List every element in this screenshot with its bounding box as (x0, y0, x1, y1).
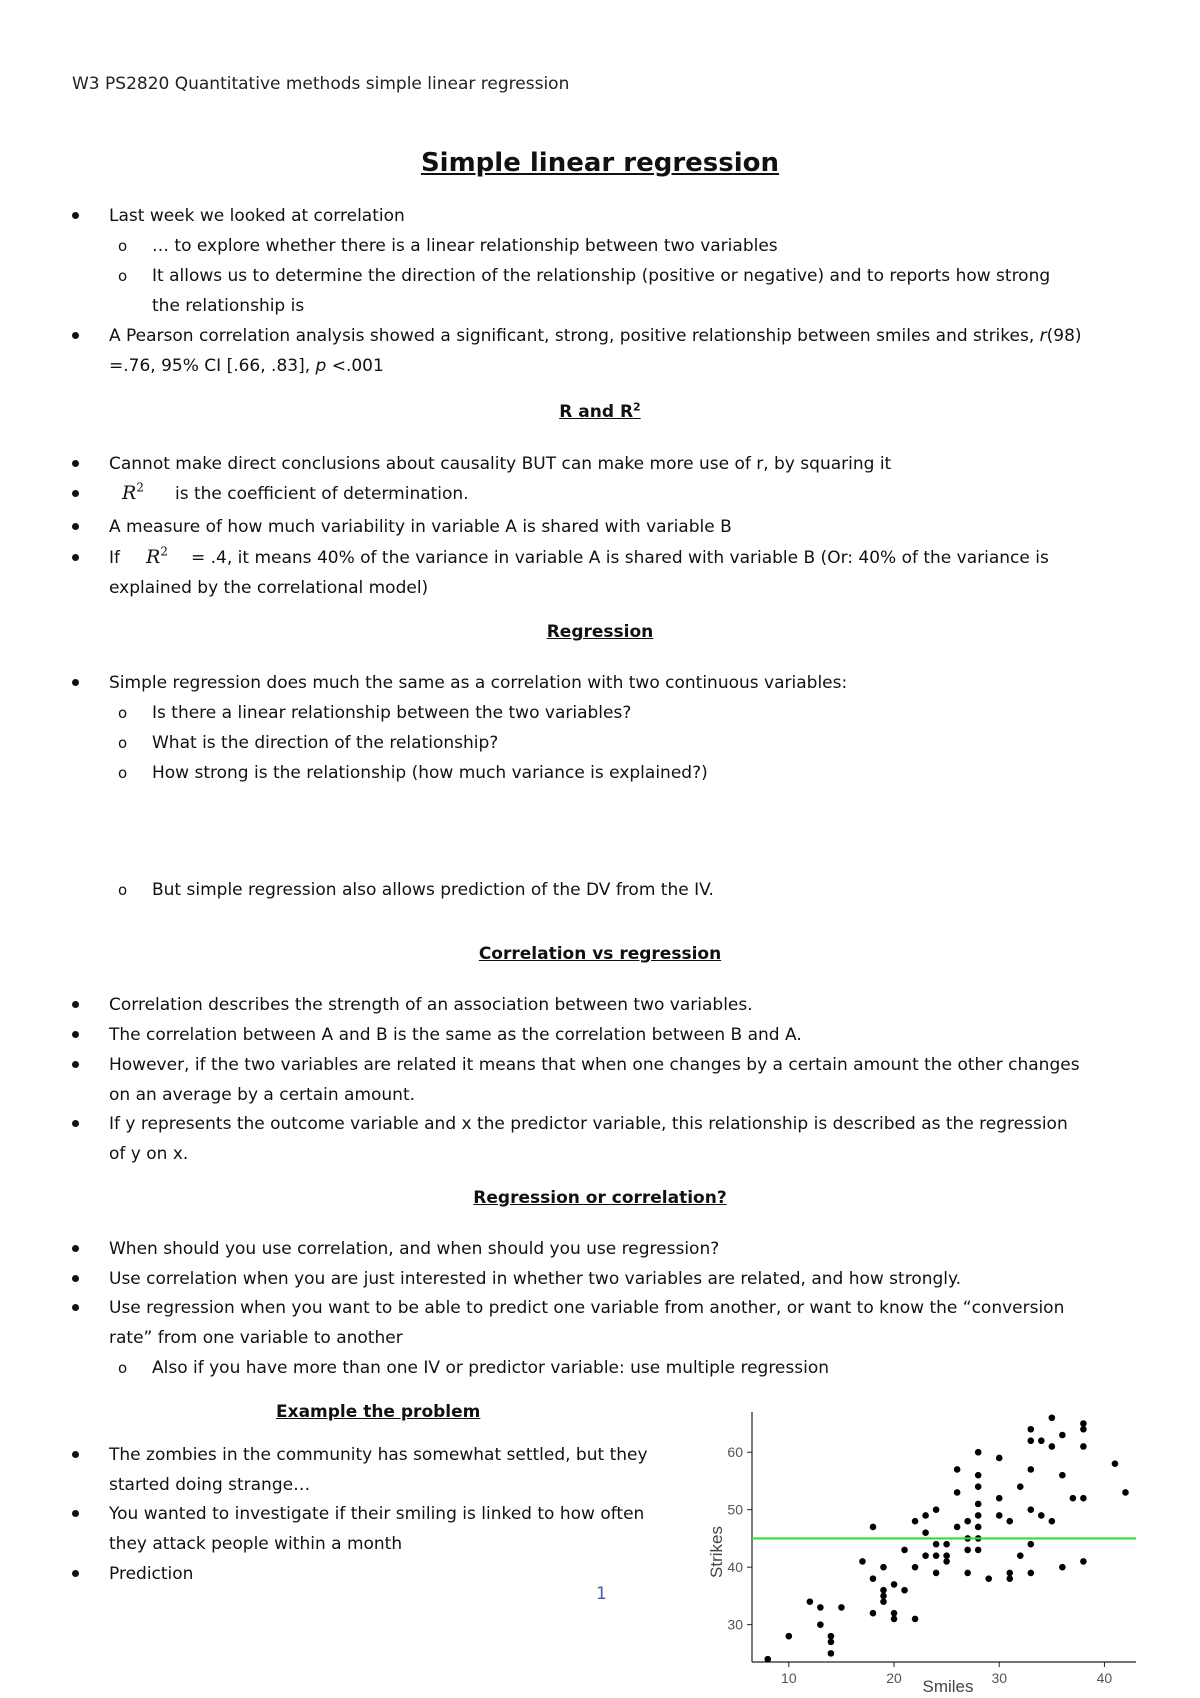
bullet-icon (70, 1508, 82, 1520)
data-point (1006, 1570, 1013, 1577)
r-bullet-4a: = .4, it means 40% of the variance in variable A is shared with variable B (Or: 40% of the variance is (191, 548, 1049, 568)
data-point (807, 1598, 814, 1605)
data-point (1080, 1426, 1087, 1433)
bullet-icon (70, 1243, 82, 1255)
data-point (933, 1552, 940, 1559)
roc-sub-1: Also if you have more than one IV or predictor variable: use multiple regression (152, 1358, 830, 1378)
data-point (996, 1495, 1003, 1502)
r-bullet-4b: explained by the correlational model) (109, 578, 429, 598)
data-point (1049, 1414, 1056, 1421)
data-point (1027, 1466, 1034, 1473)
data-point (880, 1564, 887, 1571)
data-point (1038, 1512, 1045, 1519)
data-point (1112, 1460, 1119, 1467)
data-point (922, 1529, 929, 1536)
data-point (1122, 1489, 1129, 1496)
bullet-icon (70, 521, 82, 533)
sub-bullet-marker: o (118, 237, 128, 255)
data-point (1049, 1518, 1056, 1525)
data-point (838, 1604, 845, 1611)
data-point (880, 1598, 887, 1605)
data-point (880, 1587, 887, 1594)
page-title: Simple linear regression (420, 148, 780, 178)
data-point (922, 1512, 929, 1519)
sub-bullet-marker: o (118, 1359, 128, 1377)
intro-bullet-2a: A Pearson correlation analysis showed a significant, strong, positive relationship between smiles and strikes, r(98) (109, 326, 1082, 346)
data-point (891, 1616, 898, 1623)
intro-bullet-1: Last week we looked at correlation (109, 206, 405, 226)
data-point (943, 1541, 950, 1548)
bullet-icon (70, 1273, 82, 1285)
cvr-bullet-1: Correlation describes the strength of an association between two variables. (109, 995, 753, 1015)
data-point (975, 1512, 982, 1519)
data-point (975, 1524, 982, 1531)
x-tick-label: 40 (1096, 1670, 1113, 1686)
data-point (954, 1466, 961, 1473)
example-bullet-1b: started doing strange… (109, 1475, 311, 1495)
y-axis-label: Strikes (707, 1526, 726, 1578)
regression-sub-3: How strong is the relationship (how much variance is explained?) (152, 763, 708, 783)
bullet-icon (70, 677, 82, 689)
data-point (1027, 1541, 1034, 1548)
data-point (891, 1610, 898, 1617)
data-point (943, 1558, 950, 1565)
data-point (1059, 1472, 1066, 1479)
data-point (828, 1633, 835, 1640)
data-point (975, 1449, 982, 1456)
data-point (943, 1552, 950, 1559)
data-point (817, 1604, 824, 1611)
roc-bullet-3b: rate” from one variable to another (109, 1328, 403, 1348)
example-bullet-2a: You wanted to investigate if their smiling is linked to how often (109, 1504, 645, 1524)
data-point (817, 1621, 824, 1628)
regression-sub-4: But simple regression also allows prediction of the DV from the IV. (152, 880, 714, 900)
cvr-bullet-3a: However, if the two variables are related it means that when one changes by a certain amount the other changes (109, 1055, 1080, 1075)
roc-bullet-1: When should you use correlation, and when should you use regression? (109, 1239, 720, 1259)
bullet-icon (70, 1118, 82, 1130)
example-bullet-3: Prediction (109, 1564, 194, 1584)
document-header: W3 PS2820 Quantitative methods simple linear regression (72, 74, 570, 94)
data-point (954, 1524, 961, 1531)
section-heading-correlation-vs-regression: Correlation vs regression (478, 944, 722, 964)
data-point (786, 1633, 793, 1640)
cvr-bullet-4b: of y on x. (109, 1144, 189, 1164)
y-tick-label: 30 (727, 1616, 743, 1633)
bullet-icon (70, 1449, 82, 1461)
section-heading-regression-or-correlation: Regression or correlation? (473, 1188, 727, 1208)
data-point (880, 1593, 887, 1600)
data-point (954, 1489, 961, 1496)
data-point (1038, 1437, 1045, 1444)
r-bullet-4-if: If (109, 548, 120, 568)
regression-sub-1: Is there a linear relationship between the two variables? (152, 703, 632, 723)
section-heading-regression: Regression (546, 622, 654, 642)
data-point (1017, 1552, 1024, 1559)
bullet-icon (70, 330, 82, 342)
cvr-bullet-4a: If y represents the outcome variable and x the predictor variable, this relationship is described as the regression (109, 1114, 1068, 1134)
intro-sub-bullet-2a: It allows us to determine the direction of the relationship (positive or negative) and to reports how strong (152, 266, 1051, 286)
regression-bullet-1: Simple regression does much the same as a correlation with two continuous variables: (109, 673, 848, 693)
page-number: 1 (596, 1584, 607, 1604)
y-tick-label: 50 (727, 1501, 743, 1518)
cvr-bullet-2: The correlation between A and B is the same as the correlation between B and A. (109, 1025, 802, 1045)
data-point (1027, 1506, 1034, 1513)
data-point (1080, 1420, 1087, 1427)
x-tick-label: 10 (781, 1670, 797, 1686)
sub-bullet-marker: o (118, 734, 128, 752)
data-point (870, 1610, 877, 1617)
bullet-icon (70, 999, 82, 1011)
data-point (859, 1558, 866, 1565)
bullet-icon (70, 1568, 82, 1580)
data-point (964, 1518, 971, 1525)
data-point (828, 1650, 835, 1657)
sub-bullet-marker: o (118, 881, 128, 899)
data-point (933, 1570, 940, 1577)
data-point (901, 1547, 908, 1554)
data-point (975, 1501, 982, 1508)
r-bullet-3: A measure of how much variability in variable A is shared with variable B (109, 517, 732, 537)
cvr-bullet-3b: on an average by a certain amount. (109, 1085, 416, 1105)
x-tick-label: 20 (886, 1670, 902, 1686)
bullet-icon (70, 552, 82, 564)
data-point (870, 1575, 877, 1582)
intro-sub-bullet-1: … to explore whether there is a linear relationship between two variables (152, 236, 778, 256)
data-point (922, 1552, 929, 1559)
sub-bullet-marker: o (118, 764, 128, 782)
regression-sub-2: What is the direction of the relationship? (152, 733, 499, 753)
data-point (1027, 1426, 1034, 1433)
intro-bullet-2b: =.76, 95% CI [.66, .83], p <.001 (109, 356, 384, 376)
data-point (1059, 1432, 1066, 1439)
bullet-icon (70, 210, 82, 222)
data-point (933, 1541, 940, 1548)
roc-bullet-2: Use correlation when you are just interested in whether two variables are related, and how strongly. (109, 1269, 962, 1289)
scatter-chart (700, 1400, 1140, 1698)
y-tick-label: 60 (727, 1444, 743, 1461)
sub-bullet-marker: o (118, 267, 128, 285)
data-point (912, 1564, 919, 1571)
data-point (996, 1455, 1003, 1462)
roc-bullet-3a: Use regression when you want to be able to predict one variable from another, or want to know the “conversion (109, 1298, 1065, 1318)
bullet-icon (70, 1302, 82, 1314)
x-tick-label: 30 (991, 1670, 1008, 1686)
data-point (891, 1581, 898, 1588)
r2-symbol: $R^2$ (122, 481, 144, 505)
section-heading-r-and-r2: R and $R^2$ (559, 400, 641, 422)
data-point (1027, 1570, 1034, 1577)
data-point (964, 1547, 971, 1554)
data-point (985, 1575, 992, 1582)
data-point (1006, 1575, 1013, 1582)
data-point (933, 1506, 940, 1513)
data-point (1049, 1443, 1056, 1450)
data-point (1006, 1518, 1013, 1525)
section-heading-example: Example the problem (276, 1402, 481, 1422)
sub-bullet-marker: o (118, 704, 128, 722)
data-point (975, 1472, 982, 1479)
example-bullet-1a: The zombies in the community has somewhat settled, but they (109, 1445, 648, 1465)
bullet-icon (70, 488, 82, 500)
data-point (1080, 1558, 1087, 1565)
r2-symbol: $R^2$ (146, 545, 168, 569)
bullet-icon (70, 1029, 82, 1041)
intro-sub-bullet-2b: the relationship is (152, 296, 305, 316)
data-point (912, 1518, 919, 1525)
r-bullet-1: Cannot make direct conclusions about causality BUT can make more use of r, by squaring it (109, 454, 892, 474)
data-point (764, 1656, 771, 1663)
data-point (870, 1524, 877, 1531)
data-point (1080, 1443, 1087, 1450)
y-tick-label: 40 (727, 1559, 743, 1576)
data-point (828, 1639, 835, 1646)
data-point (901, 1587, 908, 1594)
data-point (975, 1547, 982, 1554)
data-point (1070, 1495, 1077, 1502)
data-point (1017, 1483, 1024, 1490)
data-point (996, 1512, 1003, 1519)
bullet-icon (70, 458, 82, 470)
r-bullet-2: is the coefficient of determination. (175, 484, 469, 504)
x-axis-label: Smiles (922, 1677, 974, 1696)
data-point (964, 1570, 971, 1577)
data-point (975, 1483, 982, 1490)
bullet-icon (70, 1059, 82, 1071)
example-bullet-2b: they attack people within a month (109, 1534, 403, 1554)
data-point (1059, 1564, 1066, 1571)
data-point (1080, 1495, 1087, 1502)
data-point (1027, 1437, 1034, 1444)
data-point (912, 1616, 919, 1623)
